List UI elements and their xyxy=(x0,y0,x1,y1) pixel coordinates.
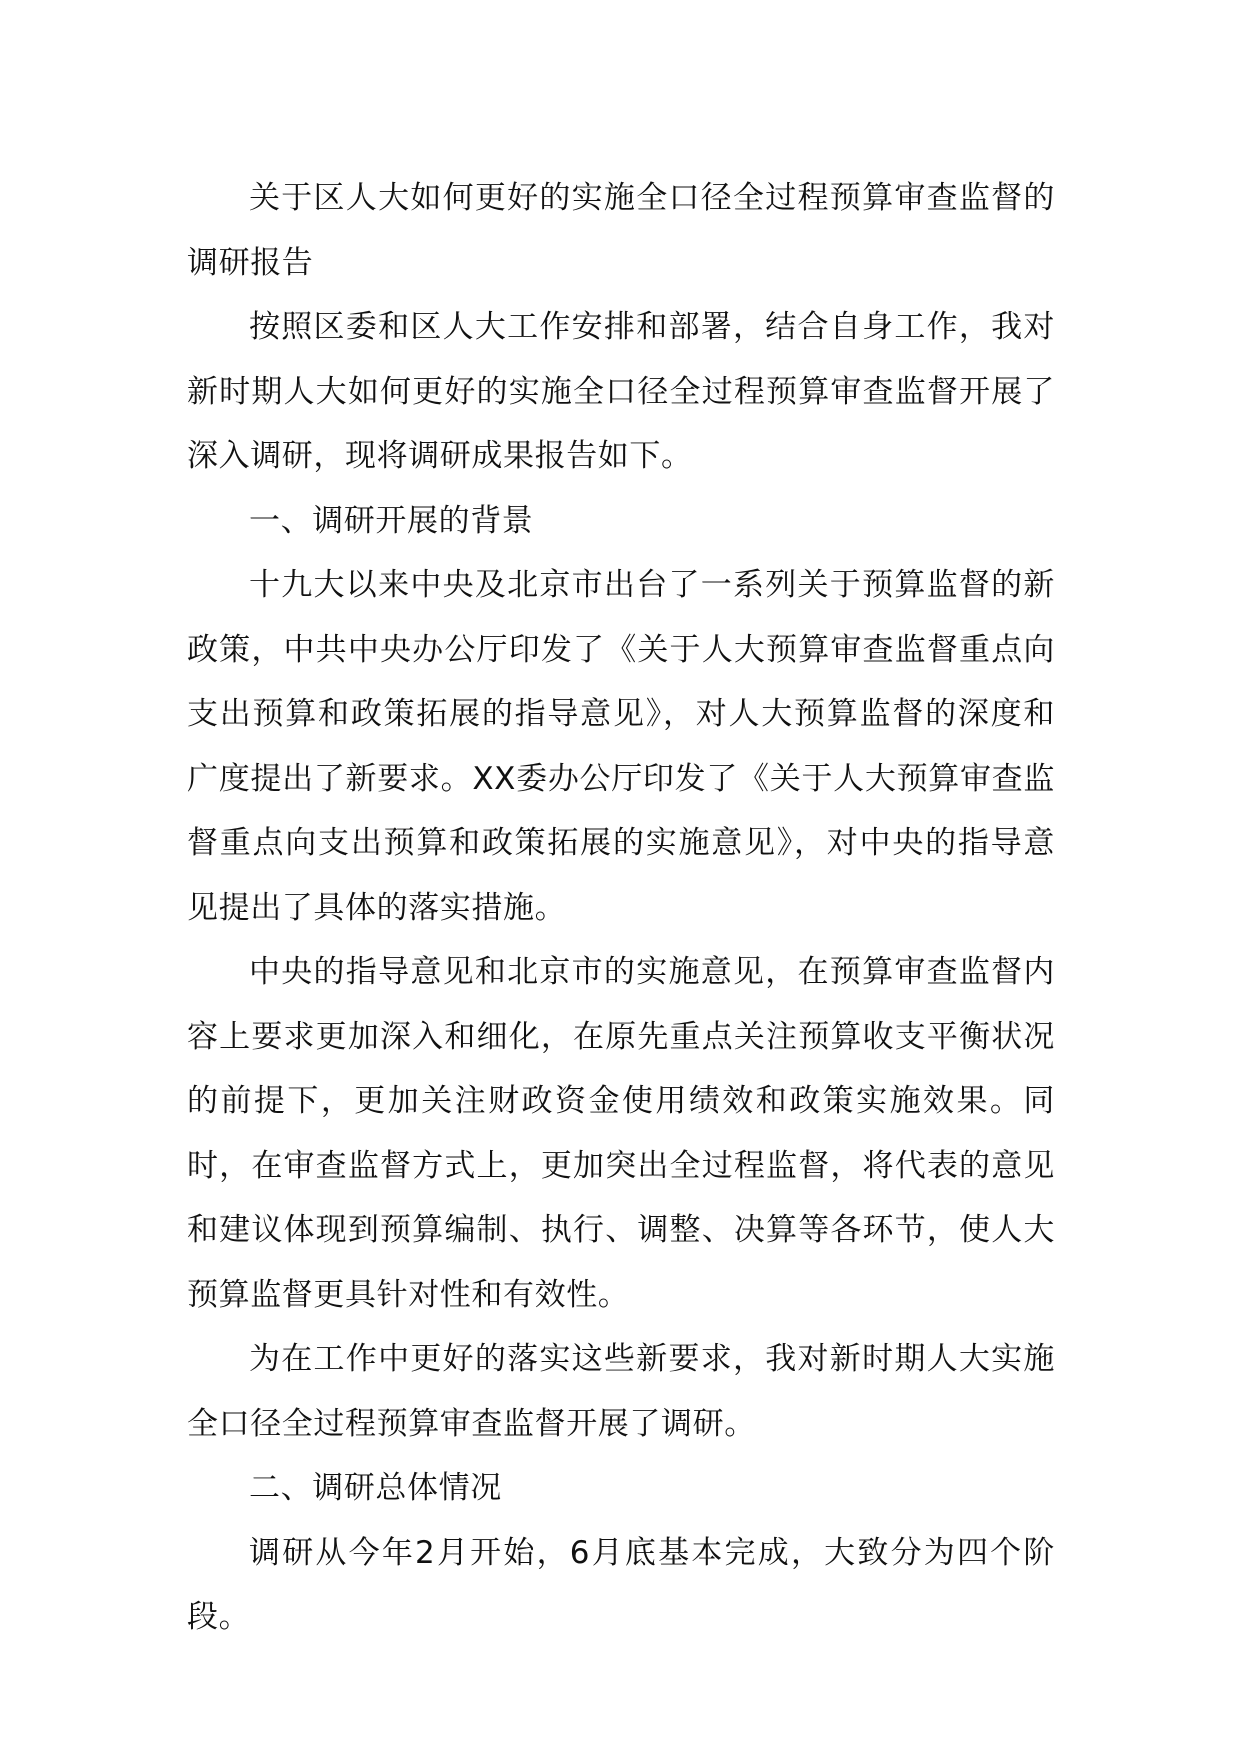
document-title: 关于区人大如何更好的实施全口径全过程预算审查监督的调研报告 xyxy=(187,180,1055,281)
section-heading-background: 一、调研开展的背景 xyxy=(249,502,534,539)
document-body xyxy=(187,166,1055,1650)
paragraph-overview-1: 调研从今年2月开始，6月底基本完成，大致分为四个阶段。 xyxy=(187,1534,1055,1635)
paragraph-background-2: 中央的指导意见和北京市的实施意见，在预算审查监督内容上要求更加深入和细化，在原先重点关注预算收支平衡状况的前提下，更加关注财政资金使用绩效和政策实施效果。同时，在审查监督方式上，更加突出全过程监督，将代表的意见和建议体现到预算编制、执行、调整、决算等各环节，使人大预算监督更具针对性和有效性。 xyxy=(187,954,1055,1313)
paragraph-background-3: 为在工作中更好的落实这些新要求，我对新时期人大实施全口径全过程预算审查监督开展了调研。 xyxy=(187,1341,1055,1442)
paragraph-intro: 按照区委和区人大工作安排和部署，结合自身工作，我对新时期人大如何更好的实施全口径全过程预算审查监督开展了深入调研，现将调研成果报告如下。 xyxy=(187,309,1055,474)
paragraph-background-1: 十九大以来中央及北京市出台了一系列关于预算监督的新政策，中共中央办公厅印发了《关于人大预算审查监督重点向支出预算和政策拓展的指导意见》，对人大预算监督的深度和广度提出了新要求。XX委办公厅印发了《关于人大预算审查监督重点向支出预算和政策拓展的实施意见》，对中央的指导意见提出了具体的落实措施。 xyxy=(187,567,1055,926)
section-heading-overview: 二、调研总体情况 xyxy=(249,1470,502,1506)
